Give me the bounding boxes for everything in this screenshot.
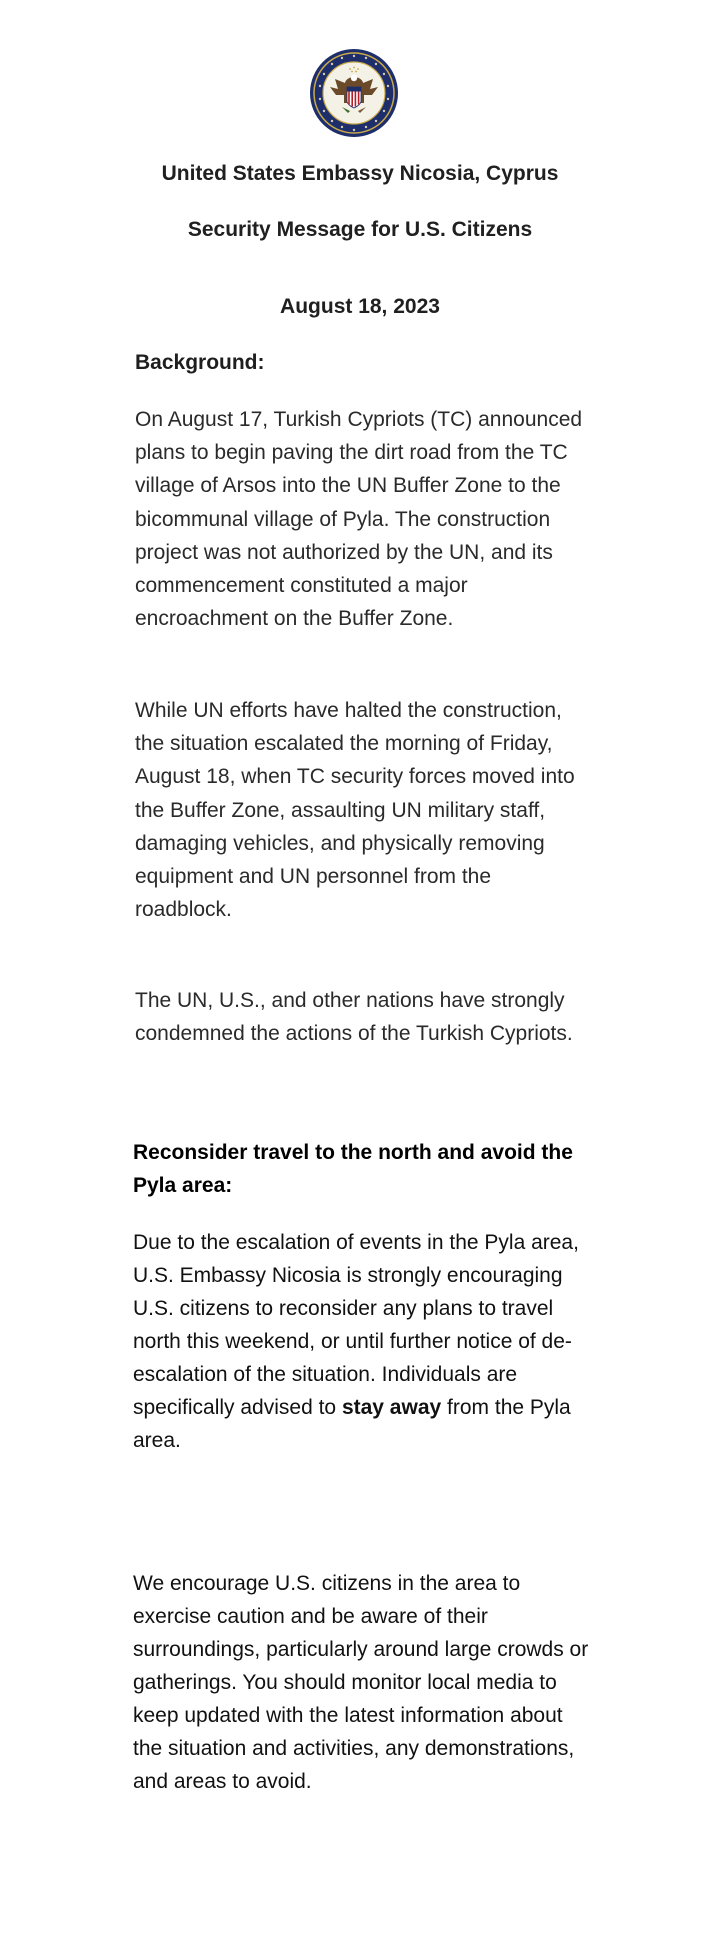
page-title: United States Embassy Nicosia, Cyprus (161, 162, 559, 185)
department-of-state-seal-icon (308, 47, 400, 139)
advisory-heading: Reconsider travel to the north and avoid the Pyla area: (133, 1141, 573, 1197)
message-date: August 18, 2023 (280, 295, 440, 318)
advisory-emphasis: stay away (341, 1396, 442, 1419)
background-heading: Background: (135, 351, 265, 374)
page-subtitle: Security Message for U.S. Citizens (187, 218, 533, 241)
advisory-paragraph-lead: Due to the escalation of events in the Pyla area, U.S. Embassy Nicosia is strongly encouraging U.S. citizens to reconsider any plans to travel north this weekend, or until further notice of de-escalation of the situation. Individuals are specifically advised to (133, 1231, 579, 1419)
background-paragraph-2: While UN efforts have halted the construction, the situation escalated the morning of Friday, August 18, when TC security forces moved into the Buffer Zone, assaulting UN military staff, damaging vehicles, and physically removing equipment and UN personnel from the roadblock. (135, 699, 575, 922)
advisory-paragraph-tail: from the Pyla area. (133, 1396, 571, 1452)
background-paragraph-1: On August 17, Turkish Cypriots (TC) announced plans to begin paving the dirt road from the TC village of Arsos into the UN Buffer Zone to the bicommunal village of Pyla. The construction project was not authorized by the UN, and its commencement constituted a major encroachment on the Buffer Zone. (135, 408, 583, 631)
background-paragraph-3: The UN, U.S., and other nations have strongly condemned the actions of the Turkish Cypriots. (135, 989, 573, 1046)
advisory-paragraph (133, 1226, 593, 1457)
closing-paragraph: We encourage U.S. citizens in the area to exercise caution and be aware of their surroundings, particularly around large crowds or gatherings. You should monitor local media to keep updated with the latest information about the situation and activities, any demonstrations, and areas to avoid. (133, 1572, 589, 1793)
